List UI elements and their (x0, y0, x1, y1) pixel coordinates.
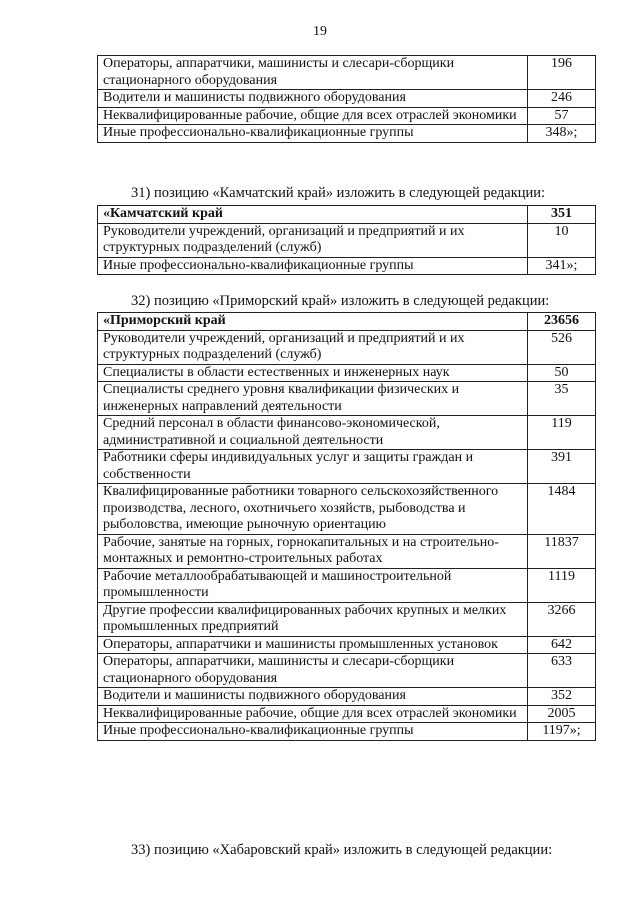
table-row (98, 330, 596, 364)
table-row (98, 688, 596, 706)
region-total: 351 (528, 206, 596, 224)
paragraph-32: 32) позицию «Приморский край» изложить в следующей редакции: (131, 293, 550, 309)
occupation-group: Иные профессионально-квалификационные группы (98, 723, 528, 741)
table-primorsky-body (98, 330, 596, 740)
table-row (98, 125, 596, 143)
table-continuation (97, 55, 596, 143)
table-region-row (98, 206, 596, 224)
table-row (98, 223, 596, 257)
group-count: 352 (528, 688, 596, 706)
group-count: 196 (528, 56, 596, 90)
table-row (98, 416, 596, 450)
table-row (98, 382, 596, 416)
table-row (98, 705, 596, 723)
table-row (98, 568, 596, 602)
table-row (98, 90, 596, 108)
occupation-group: Водители и машинисты подвижного оборудования (98, 688, 528, 706)
occupation-group: Иные профессионально-квалификационные группы (98, 257, 528, 275)
occupation-group: Иные профессионально-квалификационные группы (98, 125, 528, 143)
group-count: 1484 (528, 484, 596, 535)
occupation-group: Рабочие металлообрабатывающей и машиностроительной промышленности (98, 568, 528, 602)
group-count: 1119 (528, 568, 596, 602)
region-name: «Приморский край (98, 313, 528, 331)
group-count: 10 (528, 223, 596, 257)
table-row (98, 654, 596, 688)
occupation-group: Другие профессии квалифицированных рабочих крупных и мелких промышленных предприятий (98, 602, 528, 636)
occupation-group: Средний персонал в области финансово-экономической, административной и социальной деятельности (98, 416, 528, 450)
table-row (98, 364, 596, 382)
region-name: «Камчатский край (98, 206, 528, 224)
paragraph-31: 31) позицию «Камчатский край» изложить в следующей редакции: (131, 185, 546, 201)
occupation-group: Неквалифицированные рабочие, общие для всех отраслей экономики (98, 705, 528, 723)
table-row (98, 636, 596, 654)
table-primorsky (97, 312, 596, 741)
table-row (98, 534, 596, 568)
occupation-group: Рабочие, занятые на горных, горнокапитальных и на строительно-монтажных и ремонтно-строительных работах (98, 534, 528, 568)
group-count: 3266 (528, 602, 596, 636)
occupation-group: Руководители учреждений, организаций и предприятий и их структурных подразделений (служб) (98, 330, 528, 364)
table-kamchatka-body (98, 223, 596, 275)
table-region-row (98, 313, 596, 331)
region-total: 23656 (528, 313, 596, 331)
group-count: 526 (528, 330, 596, 364)
table-row (98, 450, 596, 484)
group-count: 642 (528, 636, 596, 654)
group-count: 119 (528, 416, 596, 450)
group-count: 633 (528, 654, 596, 688)
table-row (98, 723, 596, 741)
table-row (98, 107, 596, 125)
occupation-group: Операторы, аппаратчики и машинисты промышленных установок (98, 636, 528, 654)
group-count: 11837 (528, 534, 596, 568)
occupation-group: Водители и машинисты подвижного оборудования (98, 90, 528, 108)
table-row (98, 56, 596, 90)
group-count: 2005 (528, 705, 596, 723)
table-kamchatka (97, 205, 596, 275)
occupation-group: Неквалифицированные рабочие, общие для всех отраслей экономики (98, 107, 528, 125)
group-count: 35 (528, 382, 596, 416)
group-count: 391 (528, 450, 596, 484)
table-continuation-body (98, 56, 596, 143)
paragraph-33: 33) позицию «Хабаровский край» изложить в следующей редакции: (131, 842, 553, 858)
occupation-group: Операторы, аппаратчики, машинисты и слесари-сборщики стационарного оборудования (98, 654, 528, 688)
group-count: 246 (528, 90, 596, 108)
table-row (98, 484, 596, 535)
occupation-group: Специалисты в области естественных и инженерных наук (98, 364, 528, 382)
occupation-group: Операторы, аппаратчики, машинисты и слесари-сборщики стационарного оборудования (98, 56, 528, 90)
occupation-group: Специалисты среднего уровня квалификации физических и инженерных направлений деятельности (98, 382, 528, 416)
group-count: 57 (528, 107, 596, 125)
occupation-group: Руководители учреждений, организаций и предприятий и их структурных подразделений (служб) (98, 223, 528, 257)
table-row (98, 257, 596, 275)
group-count: 50 (528, 364, 596, 382)
table-row (98, 602, 596, 636)
occupation-group: Работники сферы индивидуальных услуг и защиты граждан и собственности (98, 450, 528, 484)
group-count: 1197»; (528, 723, 596, 741)
page-number: 19 (313, 24, 327, 39)
group-count: 348»; (528, 125, 596, 143)
group-count: 341»; (528, 257, 596, 275)
occupation-group: Квалифицированные работники товарного сельскохозяйственного производства, лесного, охотничьего хозяйств, рыбоводства и рыболовства, имеющие рыночную ориентацию (98, 484, 528, 535)
